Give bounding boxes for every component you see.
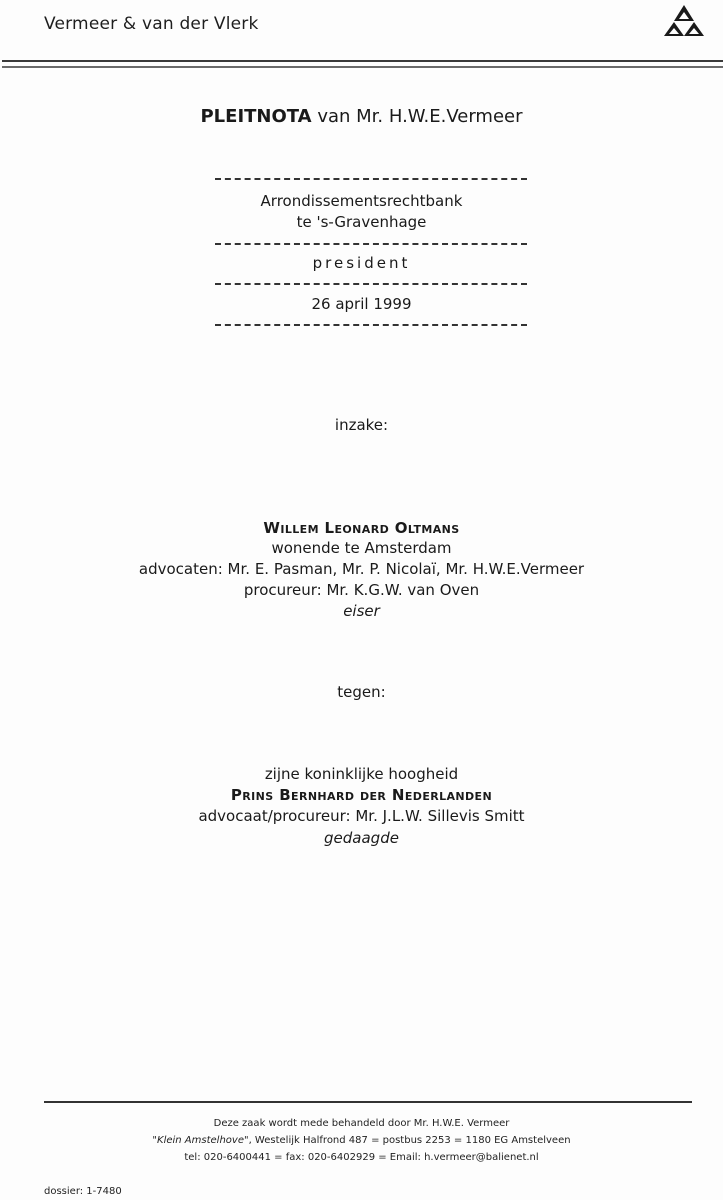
court-role: president [312, 254, 411, 272]
court-name: Arrondissementsrechtbank [260, 192, 463, 210]
footer-rule [44, 1101, 692, 1103]
document-title [0, 106, 723, 127]
defendant-name: Prins Bernhard der Nederlanden [230, 786, 493, 804]
footer-contact: tel: 020-6400441 = fax: 020-6402929 = Email: h.vermeer@balienet.nl [184, 1152, 539, 1163]
inzake-label: inzake: [334, 416, 389, 434]
defendant-role: gedaagde [324, 829, 399, 847]
plaintiff-name: Willem Leonard Oltmans [263, 519, 460, 537]
hearing-date: 26 april 1999 [311, 295, 412, 313]
defendant-honorific: zijne koninklijke hoogheid [264, 765, 459, 783]
footer-address-name: "Klein Amstelhove" [152, 1135, 249, 1146]
header-rule-secondary [2, 66, 723, 68]
plaintiff-lawyers: advocaten: Mr. E. Pasman, Mr. P. Nicolaï, Mr. H.W.E.Vermeer [138, 560, 585, 578]
dashed-divider [215, 283, 527, 285]
title-keyword: PLEITNOTA [200, 106, 312, 127]
dashed-divider [215, 324, 527, 326]
footer-address-rest: , Westelijk Halfrond 487 = postbus 2253 = 1180 EG Amstelveen [248, 1135, 571, 1146]
plaintiff-role: eiser [343, 602, 380, 620]
title-author: van Mr. H.W.E.Vermeer [311, 106, 523, 127]
header-rule [2, 60, 723, 62]
plaintiff-residence: wonende te Amsterdam [271, 539, 452, 557]
defendant-lawyer: advocaat/procureur: Mr. J.L.W. Sillevis Smitt [198, 807, 525, 825]
plaintiff-procureur: procureur: Mr. K.G.W. van Oven [243, 581, 480, 599]
court-location: te 's-Gravenhage [296, 213, 427, 231]
tegen-label: tegen: [337, 683, 386, 701]
footer-line-1: Deze zaak wordt mede behandeld door Mr. H.W.E. Vermeer [213, 1118, 510, 1129]
footer-address [0, 1135, 723, 1146]
dashed-divider [215, 243, 527, 245]
triangle-logo-icon [664, 3, 704, 37]
dashed-divider [215, 178, 527, 180]
firm-name: Vermeer & van der Vlerk [44, 14, 259, 34]
dossier-number: dossier: 1-7480 [44, 1186, 122, 1197]
